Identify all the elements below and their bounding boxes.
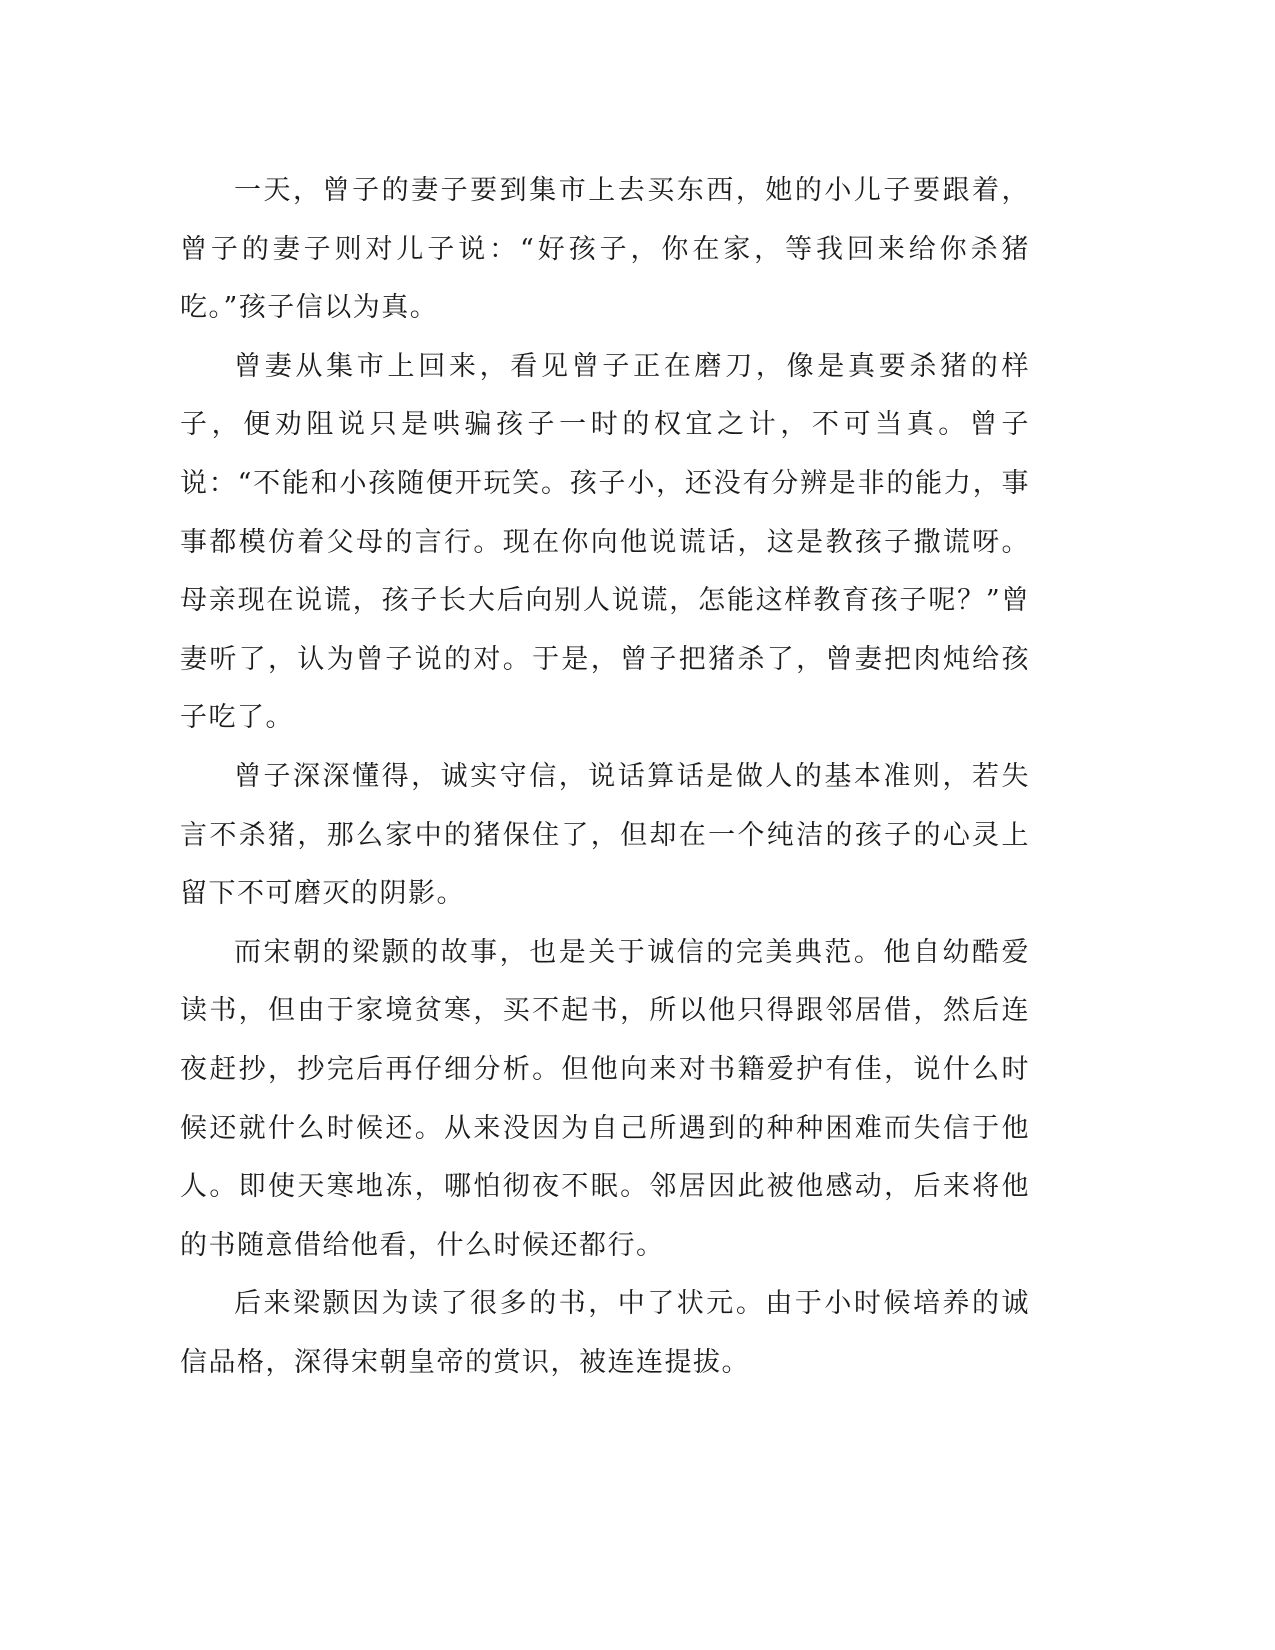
paragraph-zengzi-wife-market: 一天，曾子的妻子要到集市上去买东西，她的小儿子要跟着，曾子的妻子则对儿子说：“好孩子，你在家，等我回来给你杀猪吃。”孩子信以为真。 — [180, 175, 1030, 324]
paragraph-zengzi-lesson: 曾子深深懂得，诚实守信，说话算话是做人的基本准则，若失言不杀猪，那么家中的猪保住了，但却在一个纯洁的孩子的心灵上留下不可磨灭的阴影。 — [180, 760, 1030, 910]
paragraph-lianghao-story: 而宋朝的梁颢的故事，也是关于诚信的完美典范。他自幼酷爱读书，但由于家境贫寒，买不起书，所以他只得跟邻居借，然后连夜赶抄，抄完后再仔细分析。但他向来对书籍爱护有佳，说什么时候还就什么时候还。从来没因为自己所遇到的种种困难而失信于他人。即使天寒地冻，哪怕彻夜不眠。邻居因此被他感动，后来将他的书随意借给他看，什么时候还都行。 — [180, 936, 1030, 1261]
paragraph-lianghao-zhuangyuan: 后来梁颢因为读了很多的书，中了状元。由于小时候培养的诚信品格，深得宋朝皇帝的赏识，被连连提拔。 — [180, 1288, 1030, 1378]
paragraph-zengzi-sharpening-knife: 曾妻从集市上回来，看见曾子正在磨刀，像是真要杀猪的样子，便劝阻说只是哄骗孩子一时的权宜之计，不可当真。曾子说：“不能和小孩随便开玩笑。孩子小，还没有分辨是非的能力，事事都模仿着父母的言行。现在你向他说谎话，这是教孩子撒谎呀。母亲现在说谎，孩子长大后向别人说谎，怎能这样教育孩子呢？”曾妻听了，认为曾子说的对。于是，曾子把猪杀了，曾妻把肉炖给孩子吃了。 — [180, 350, 1030, 734]
document-body — [180, 162, 1030, 1392]
